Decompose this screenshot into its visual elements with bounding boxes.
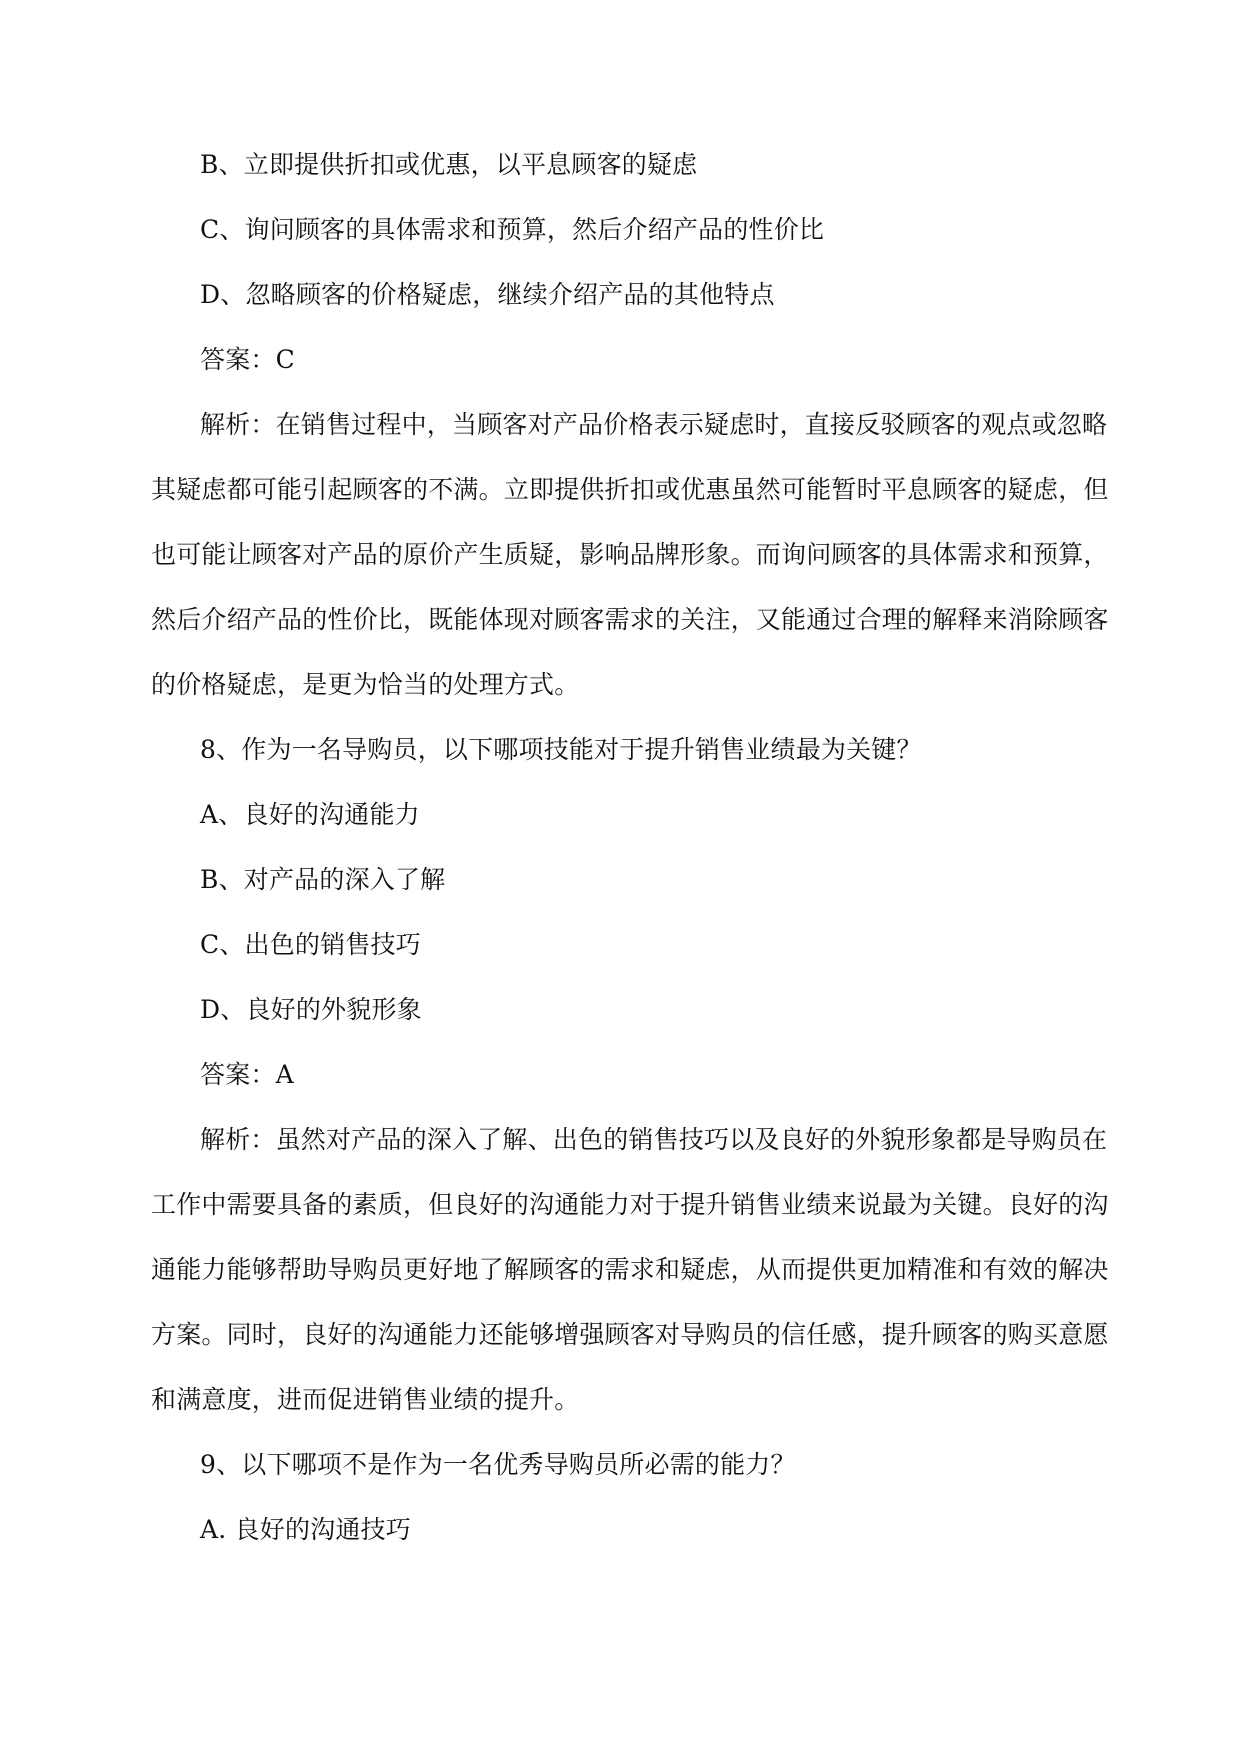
q7-analysis-line: 然后介绍产品的性价比，既能体现对顾客需求的关注，又能通过合理的解释来消除顾客 xyxy=(151,605,1109,634)
q7-analysis-line: 也可能让顾客对产品的原价产生质疑，影响品牌形象。而询问顾客的具体需求和预算， xyxy=(151,540,1109,569)
q9-question: 9、以下哪项不是作为一名优秀导购员所必需的能力？ xyxy=(200,1450,796,1479)
q8-option-b: B、对产品的深入了解 xyxy=(200,865,446,894)
q8-analysis-line: 工作中需要具备的素质，但良好的沟通能力对于提升销售业绩来说最为关键。良好的沟 xyxy=(151,1190,1109,1219)
q8-option-a: A、良好的沟通能力 xyxy=(200,800,420,829)
q7-analysis-line: 的价格疑虑，是更为恰当的处理方式。 xyxy=(151,670,580,699)
q8-option-d: D、良好的外貌形象 xyxy=(200,995,422,1024)
q8-option-c: C、出色的销售技巧 xyxy=(200,930,421,959)
q8-analysis-line: 和满意度，进而促进销售业绩的提升。 xyxy=(151,1385,580,1414)
q7-analysis-line: 其疑虑都可能引起顾客的不满。立即提供折扣或优惠虽然可能暂时平息顾客的疑虑，但 xyxy=(151,475,1109,504)
q8-analysis-line: 方案。同时，良好的沟通能力还能够增强顾客对导购员的信任感，提升顾客的购买意愿 xyxy=(151,1320,1109,1349)
q8-question: 8、作为一名导购员，以下哪项技能对于提升销售业绩最为关键？ xyxy=(200,735,922,764)
q7-option-c: C、询问顾客的具体需求和预算，然后介绍产品的性价比 xyxy=(200,215,825,244)
q7-option-b: B、立即提供折扣或优惠，以平息顾客的疑虑 xyxy=(200,150,698,179)
q8-analysis-line: 通能力能够帮助导购员更好地了解顾客的需求和疑虑，从而提供更加精准和有效的解决 xyxy=(151,1255,1109,1284)
q7-analysis-line: 解析：在销售过程中，当顾客对产品价格表示疑虑时，直接反驳顾客的观点或忽略 xyxy=(200,410,1108,439)
q8-answer: 答案：A xyxy=(200,1060,294,1089)
q8-analysis-line: 解析：虽然对产品的深入了解、出色的销售技巧以及良好的外貌形象都是导购员在 xyxy=(200,1125,1108,1154)
q9-option-a: A. 良好的沟通技巧 xyxy=(200,1515,411,1544)
q7-answer: 答案：C xyxy=(200,345,295,374)
q7-option-d: D、忽略顾客的价格疑虑，继续介绍产品的其他特点 xyxy=(200,280,775,309)
